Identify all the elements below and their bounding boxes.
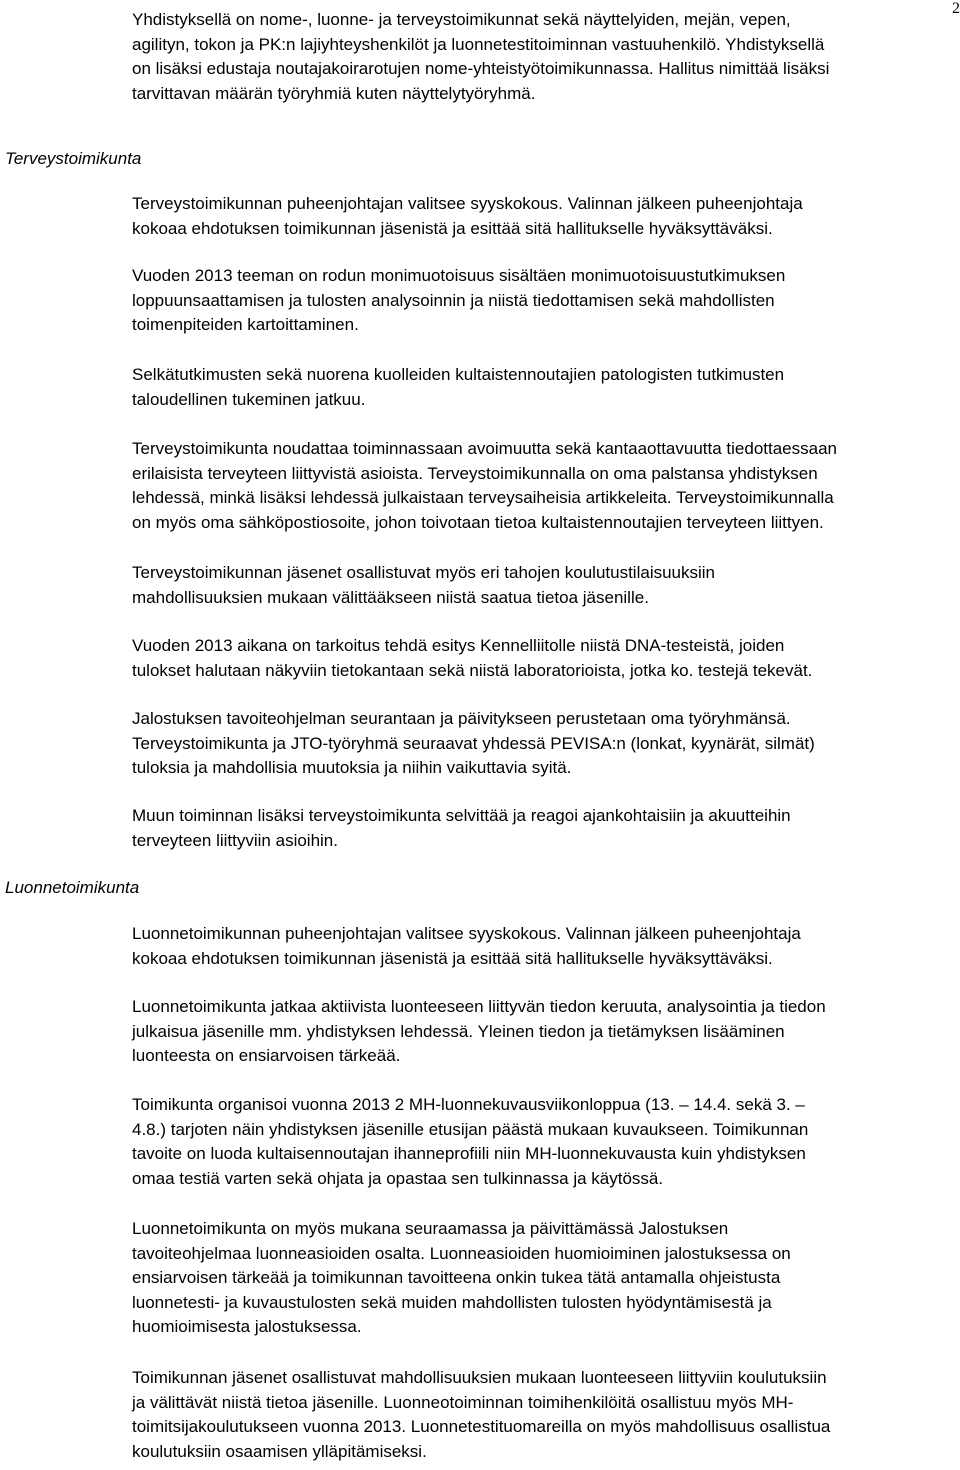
character-paragraph-2: Luonnetoimikunta jatkaa aktiivista luonteeseen liittyvän tiedon keruuta, analysointia ja tiedon julkaisua jäsenille mm. yhdistyksen lehdessä. Yleinen tiedon ja tietämyksen lisääminen luonteesta on ensiarvoisen tärkeää. <box>132 997 826 1065</box>
character-paragraph-3: Toimikunta organisoi vuonna 2013 2 MH-luonnekuvausviikonloppua (13. – 14.4. sekä 3. – 4.8.) tarjoten näin yhdistyksen jäsenille etusijan päästä mukaan kuvaukseen. Toimikunnan tavoite on luoda kultaisennoutajan ihanneprofiili niin MH-luonnekuvausta kuin yhdistyksen omaa testiä varten sekä ohjata ja opastaa sen tulkinnassa ja käytössä. <box>132 1095 809 1188</box>
health-paragraph-4: Terveystoimikunta noudattaa toiminnassaan avoimuutta sekä kantaaottavuutta tiedottaessaan erilaisista terveyteen liittyvistä asioista. Terveystoimikunnalla on oma palstansa yhdistyksen lehdessä, minkä lisäksi lehdessä julkaistaan terveysaiheisia artikkeleita. Terveystoimikunnalla on myös oma sähköpostiosoite, johon toivotaan tietoa kultaistennoutajien terveyteen liittyen. <box>132 439 837 532</box>
health-paragraph-2: Vuoden 2013 teeman on rodun monimuotoisuus sisältäen monimuotoisuustutkimuksen loppuunsaattamisen ja tulosten analysoinnin ja niistä tiedottamisen sekä mahdollisten toimenpiteiden kartoittaminen. <box>132 266 786 334</box>
character-paragraph-1: Luonnetoimikunnan puheenjohtajan valitsee syyskokous. Valinnan jälkeen puheenjohtaja kokoaa ehdotuksen toimikunnan jäsenistä ja esittää sitä hallitukselle hyväksyttäväksi. <box>132 924 801 968</box>
character-paragraph-4: Luonnetoimikunta on myös mukana seuraamassa ja päivittämässä Jalostuksen tavoiteohjelmaa luonneasioiden osalta. Luonneasioiden huomioiminen jalostuksessa on ensiarvoisen tärkeää ja toimikunnan tavoitteena onkin tukea tätä antamalla ohjeistusta luonnetesti- ja kuvaustulosten sekä muiden mahdollisten tulosten hyödyntämisestä ja huomioimisesta jalostuksessa. <box>132 1219 791 1336</box>
health-paragraph-8: Muun toiminnan lisäksi terveystoimikunta selvittää ja reagoi ajankohtaisiin ja akuutteihin terveyteen liittyviin asioihin. <box>132 806 791 850</box>
section-heading-luonnetoimikunta: Luonnetoimikunta <box>5 878 140 897</box>
health-paragraph-1: Terveystoimikunnan puheenjohtajan valitsee syyskokous. Valinnan jälkeen puheenjohtaja kokoaa ehdotuksen toimikunnan jäsenistä ja esittää sitä hallitukselle hyväksyttäväksi. <box>132 194 803 238</box>
intro-paragraph: Yhdistyksellä on nome-, luonne- ja terveystoimikunnat sekä näyttelyiden, mejän, vepen, agilityn, tokon ja PK:n lajiyhteyshenkilöt ja luonnetestitoiminnan vastuuhenkilö. Yhdistyksellä on lisäksi edustaja noutajakoirarotujen nome-yhteistyötoimikunnassa. Hallitus nimittää lisäksi tarvittavan määrän työryhmiä kuten näyttelytyöryhmä. <box>132 10 830 103</box>
page-number: 2 <box>952 0 960 17</box>
section-heading-terveystoimikunta: Terveystoimikunta <box>5 149 142 168</box>
health-paragraph-5: Terveystoimikunnan jäsenet osallistuvat myös eri tahojen koulutustilaisuuksiin mahdollisuuksien mukaan välittääkseen niistä saatua tietoa jäsenille. <box>132 563 716 607</box>
health-paragraph-6: Vuoden 2013 aikana on tarkoitus tehdä esitys Kennelliitolle niistä DNA-testeistä, joiden tulokset halutaan näkyviin tietokantaan sekä niistä laboratorioista, jotka ko. testejä tekevät. <box>132 636 813 680</box>
health-paragraph-7: Jalostuksen tavoiteohjelman seurantaan ja päivitykseen perustetaan oma työryhmänsä. Terveystoimikunta ja JTO-työryhmä seuraavat yhdessä PEVISA:n (lonkat, kyynärät, silmät) tuloksia ja mahdollisia muutoksia ja niihin vaikuttavia syitä. <box>132 709 815 777</box>
health-paragraph-3: Selkätutkimusten sekä nuorena kuolleiden kultaistennoutajien patologisten tutkimusten taloudellinen tukeminen jatkuu. <box>132 365 785 409</box>
character-paragraph-5: Toimikunnan jäsenet osallistuvat mahdollisuuksien mukaan luonteeseen liittyviin koulutuksiin ja välittävät niistä tietoa jäsenille. Luonneotoiminnan toimihenkilöitä osallistuu myös MH- toimitsijakoulutukseen vuonna 2013. Luonnetestituomareilla on myös mahdollisuus osallistua koulutuksiin osaamisen ylläpitämiseksi. <box>132 1368 831 1461</box>
